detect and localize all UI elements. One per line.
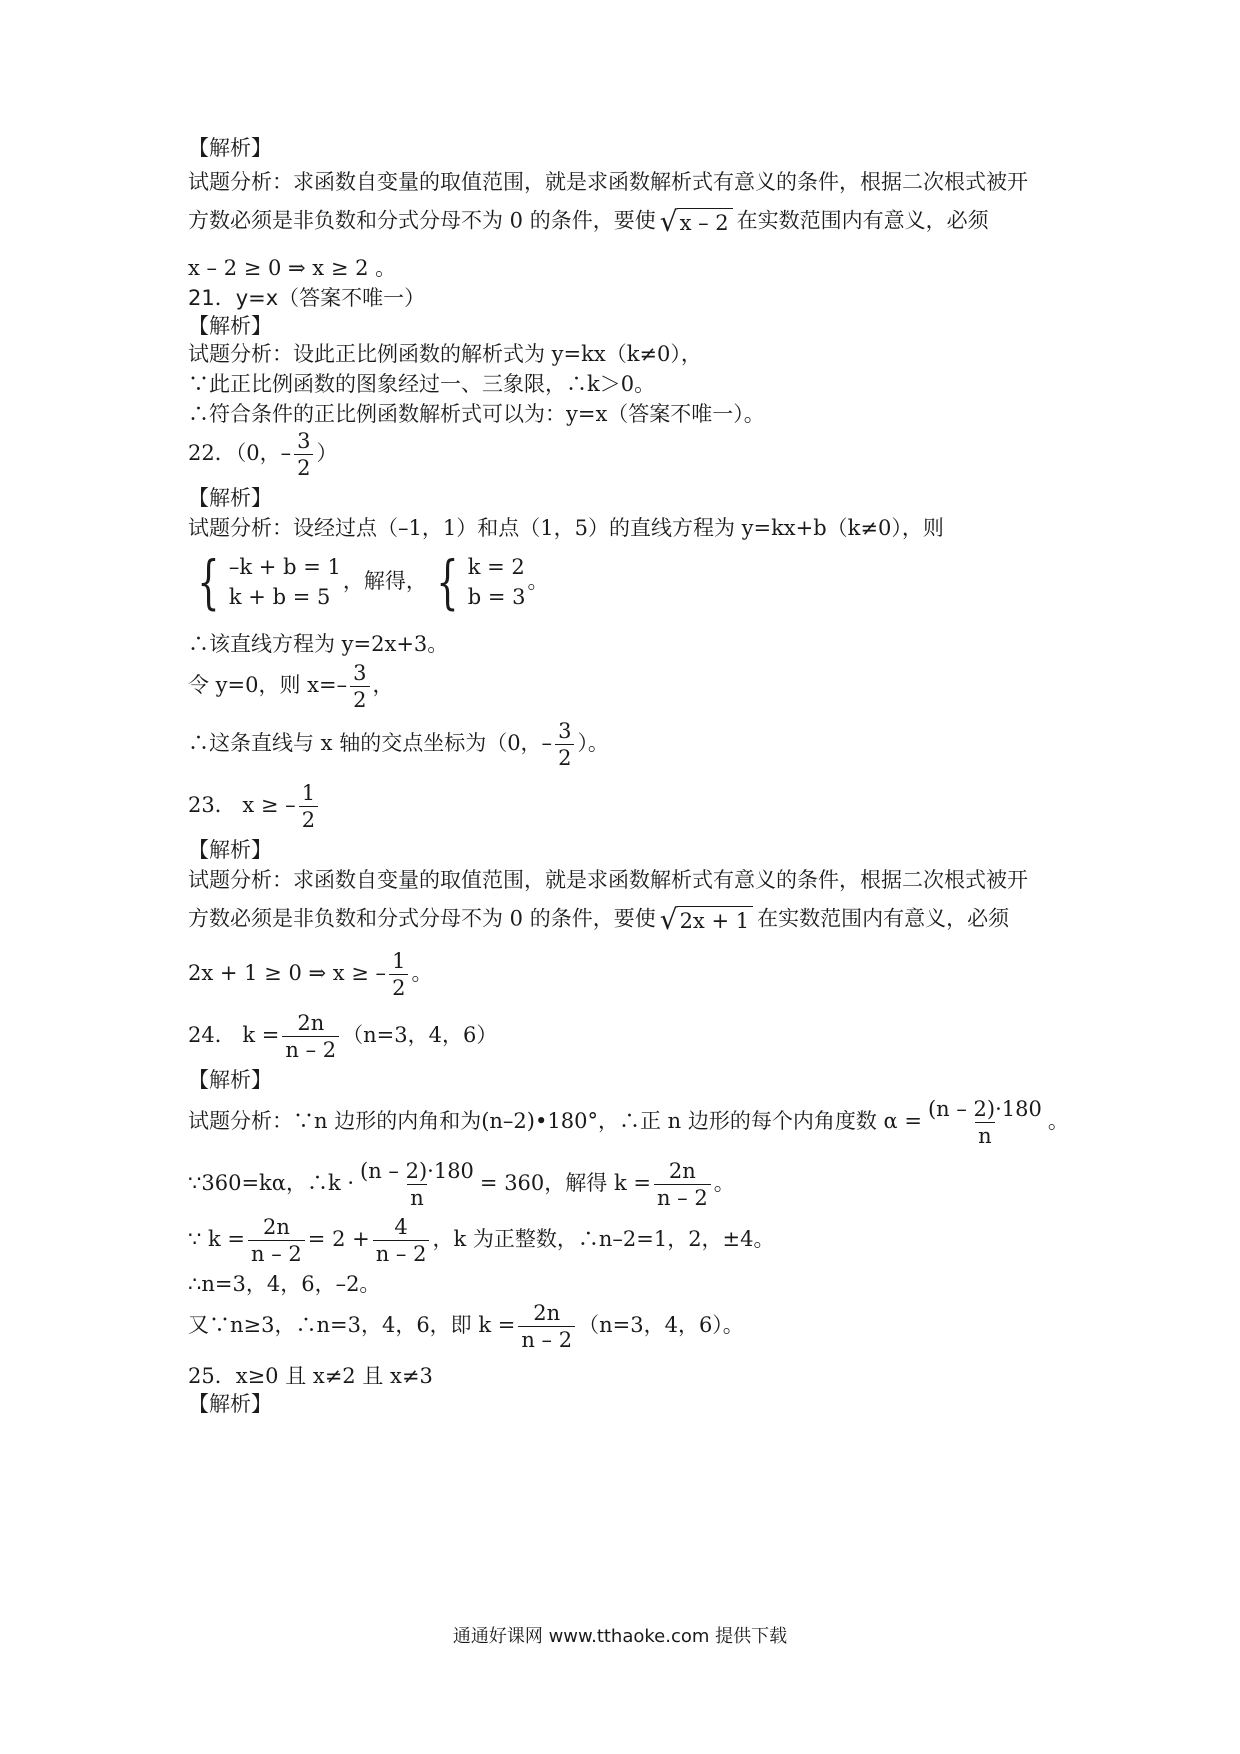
fraction: $\frac{(n - 2)\cdot 180}{n}$ [360, 1159, 474, 1211]
analysis-heading: 【解析】 [188, 1068, 272, 1092]
analysis-heading: 【解析】 [188, 136, 272, 160]
fraction: $\frac{(n - 2)\cdot 180}{n}$ [927, 1097, 1042, 1149]
analysis-heading: 【解析】 [188, 314, 272, 338]
math-expression: x – 2 ≥ 0 ⇒ x ≥ 2 。 [188, 256, 397, 280]
analysis-text: ∴该直线方程为 y=2x+3。 [188, 632, 449, 656]
radical-expression: √ x – 2 [660, 208, 733, 236]
radical-expression: √ 2x + 1 [660, 906, 753, 934]
answer-22: 22．（0，– $\frac{3}{2}$ ） [188, 429, 338, 481]
answer-23: 23． x ≥ – $\frac{1}{2}$ [188, 782, 321, 831]
fraction: $\frac{2n}{n - 2}$ [518, 1302, 575, 1351]
fraction: $\frac{2n}{n - 2}$ [654, 1160, 711, 1209]
analysis-text: 试题分析：∵n 边形的内角和为(n–2)•180°，∴正 n 边形的每个内角度数 α = $\frac{(n - 2)\cdot 180}{n}$ 。 [188, 1097, 1069, 1149]
answer-21: 21．y=x（答案不唯一） [188, 286, 426, 310]
analysis-text: ∵360=kα，∴k · $\frac{(n - 2)\cdot 180}{n}$ = 360，解得 k = $\frac{2n}{n - 2}$ 。 [188, 1159, 735, 1211]
analysis-text: 试题分析：设经过点（–1，1）和点（1，5）的直线方程为 y=kx+b（k≠0），则 [188, 516, 944, 540]
analysis-text: 又∵n≥3，∴n=3，4，6，即 k = $\frac{2n}{n - 2}$ （n=3，4，6）。 [188, 1301, 744, 1353]
analysis-text: 方数必须是非负数和分式分母不为 0 的条件，要使 √ x – 2 在实数范围内有意义，必须 [188, 205, 989, 238]
analysis-text: 试题分析：求函数自变量的取值范围，就是求函数解析式有意义的条件，根据二次根式被开 [188, 170, 1028, 194]
answer-24: 24． k = $\frac{2n}{n - 2}$ （n=3，4，6） [188, 1011, 498, 1063]
fraction: $\frac{2n}{n - 2}$ [282, 1012, 339, 1061]
page-footer: 通通好课网 www.tthaoke.com 提供下载 [452, 1626, 788, 1647]
fraction: $\frac{2n}{n - 2}$ [248, 1216, 305, 1265]
analysis-text: ∴符合条件的正比例函数解析式可以为：y=x（答案不唯一）。 [188, 402, 765, 426]
answer-25: 25．x≥0 且 x≠2 且 x≠3 [188, 1364, 433, 1388]
equation-systems: { –k + b = 1 k + b = 5 ，解得， { k = 2 b = 3 。 [188, 552, 548, 613]
fraction: $\frac{1}{2}$ [389, 950, 408, 999]
fraction: $\frac{3}{2}$ [294, 430, 313, 479]
analysis-text: 令 y=0，则 x=– $\frac{3}{2}$ ， [188, 661, 394, 713]
analysis-heading: 【解析】 [188, 486, 272, 510]
analysis-text: ∴n=3，4，6，–2。 [188, 1272, 381, 1296]
equation-system: { –k + b = 1 k + b = 5 [197, 548, 341, 617]
fraction: $\frac{3}{2}$ [350, 662, 369, 711]
analysis-text: ∵此正比例函数的图象经过一、三象限，∴k＞0。 [188, 372, 656, 396]
analysis-text: ∵ k = $\frac{2n}{n - 2}$ = 2 + $\frac{4}{n - 2}$ ，k 为正整数，∴n–2=1，2，±4。 [188, 1215, 775, 1267]
analysis-heading: 【解析】 [188, 1392, 272, 1416]
fraction: $\frac{1}{2}$ [299, 782, 318, 831]
analysis-text: 试题分析：设此正比例函数的解析式为 y=kx（k≠0）， [188, 342, 702, 366]
equation-system-solution: { k = 2 b = 3 [436, 548, 526, 617]
math-expression: 2x + 1 ≥ 0 ⇒ x ≥ – $\frac{1}{2}$ 。 [188, 949, 433, 1001]
analysis-heading: 【解析】 [188, 838, 272, 862]
fraction: $\frac{4}{n - 2}$ [373, 1216, 430, 1265]
analysis-text: 试题分析：求函数自变量的取值范围，就是求函数解析式有意义的条件，根据二次根式被开 [188, 868, 1028, 892]
fraction: $\frac{3}{2}$ [555, 720, 574, 769]
analysis-text: ∴这条直线与 x 轴的交点坐标为（0，– $\frac{3}{2}$ ）。 [188, 719, 609, 771]
analysis-text: 方数必须是非负数和分式分母不为 0 的条件，要使 √ 2x + 1 在实数范围内有意义，必须 [188, 903, 1010, 936]
